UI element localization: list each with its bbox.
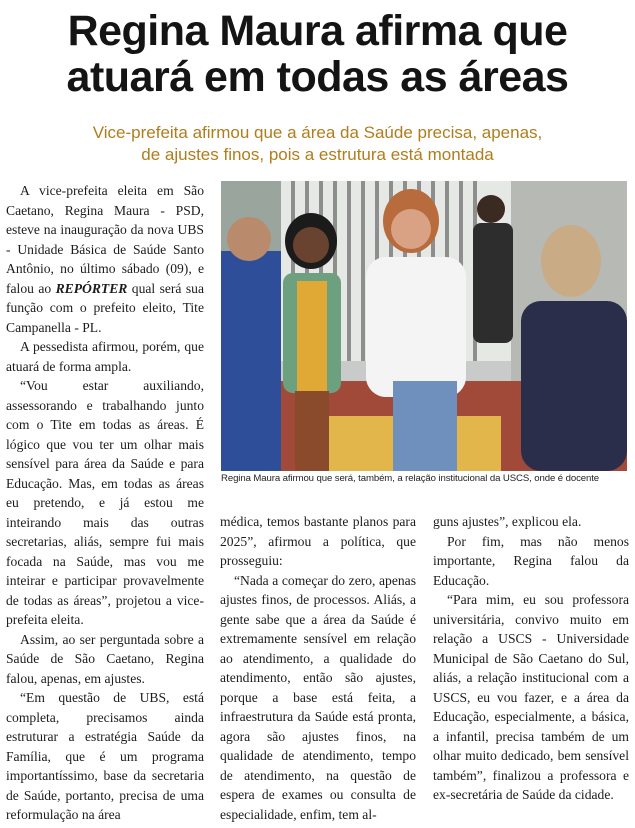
paragraph: Por fim, mas não menos importante, Regina falou da Educação. — [433, 533, 629, 588]
photo-caption: Regina Maura afirmou que será, também, a relação institucional da USCS, onde é docente — [221, 473, 600, 484]
article-column-3 — [433, 512, 629, 805]
reporter-brand: REPÓRTER — [55, 280, 128, 296]
photo-illustration — [221, 181, 627, 471]
paragraph-continuation: guns ajustes”, explicou ela. — [433, 514, 582, 529]
intro-text-end: qual será sua função com o prefeito eleito, Tite Campanella - PL. — [6, 280, 205, 335]
paragraph-continuation: médica, temos bastante planos para 2025”, afirmou a política, que prosseguiu: — [220, 514, 416, 568]
headline — [0, 8, 635, 100]
intro-text: A vice-prefeita eleita em São Caetano, Regina Maura - PSD, esteve na inauguração da nova UBS - Unidade Básica de Saúde Santo Antônio, no último sábado (09), e falou ao — [6, 183, 204, 296]
article-photo — [221, 181, 627, 471]
paragraph-quote: “Nada a começar do zero, apenas ajustes finos, de processos. Aliás, a gente sabe que a área da Saúde é extremamente sensível em relação ao atendimento, a qualidade do atendimento, então são ajustes, porque a base está feita, a infraestrutura da Saúde está pronta, agora são ajustes finos, na qualidade de atendimento, tempo de atendimento, na questão de espera de exames ou consulta de especialidade, enfim, tem al- — [220, 572, 416, 822]
paragraph-quote: “Vou estar auxiliando, assessorando e trabalhando junto com o Tite em todas as áreas. É lógico que vou ter um olhar mais sensível para área da Saúde e para Educação. Mas, em todas as áreas eu pretendo, e já estou me inteirando mais das outras secretarias, aliás, sempre fui mais focada na Saúde, mas vou me inteirar e participar provavelmente de todas as áreas”, projetou a vice-prefeita eleita. — [6, 378, 204, 627]
subheadline-line-2: de ajustes finos, pois a estrutura está montada — [141, 145, 494, 164]
paragraph-quote: “Para mim, eu sou professora universitária, convivo muito em relação a USCS - Universidade Municipal de São Caetano do Sul, aliás, a relação institucional com a USCS, eu vou fazer, e a área da Educação, especialmente, a básica, a infantil, precisa também de um olhar muito dedicado, bem sensível também”, finalizou a professora e ex-secretária de Saúde da cidade. — [433, 592, 629, 802]
article-column-2 — [220, 512, 416, 824]
subheadline — [0, 122, 635, 166]
paragraph-quote: “Em questão de UBS, está completa, precisamos ainda estruturar a estratégia Saúde da Família, que é um programa importantíssimo, base da secretaria de Saúde, portanto, precisa de uma reformulação na área — [6, 690, 204, 822]
paragraph: A pessedista afirmou, porém, que atuará de forma ampla. — [6, 339, 204, 374]
paragraph: Assim, ao ser perguntada sobre a Saúde de São Caetano, Regina falou, apenas, em ajustes. — [6, 631, 204, 686]
headline-line-2: atuará em todas as áreas — [66, 53, 569, 101]
article-column-1 — [6, 181, 204, 825]
headline-line-1: Regina Maura afirma que — [67, 7, 568, 55]
paragraph-intro — [6, 181, 204, 337]
subheadline-line-1: Vice-prefeita afirmou que a área da Saúde precisa, apenas, — [92, 123, 543, 142]
